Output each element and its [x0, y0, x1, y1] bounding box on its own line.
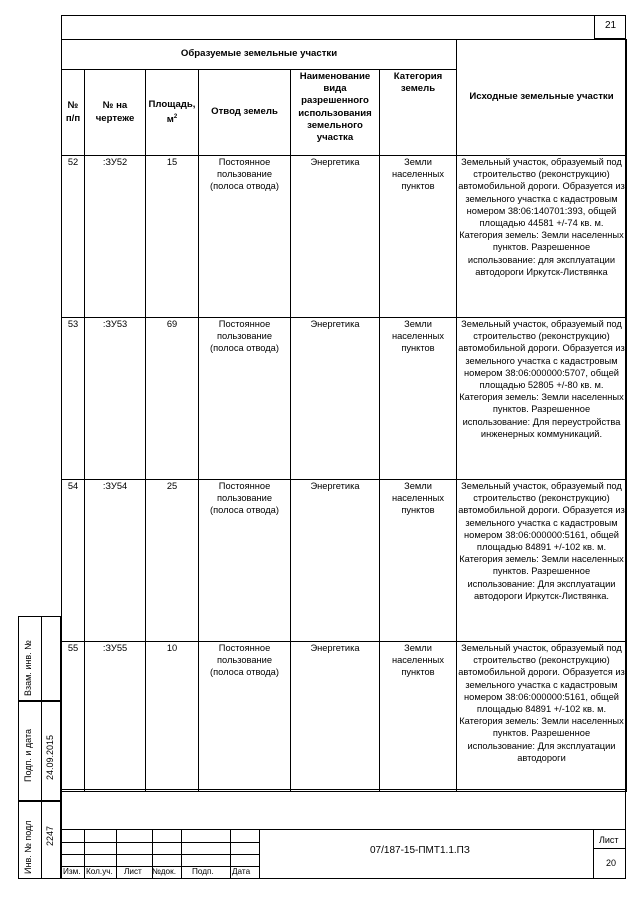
row-area: 10 — [146, 642, 199, 792]
table-row — [62, 318, 627, 480]
col-area-prefix: Площадь, — [148, 98, 196, 110]
col-drawing-header: № на чертеже — [85, 70, 146, 156]
stamp-replace-inv — [18, 616, 61, 701]
stamp-sign-date-value: 24.09.2015 — [45, 734, 55, 780]
table-row — [62, 642, 627, 792]
tb-kol-uch: Кол.уч. — [86, 867, 113, 876]
row-num: 54 — [62, 480, 85, 642]
title-block — [61, 829, 626, 879]
group-title: Образуемые земельные участки — [62, 40, 457, 70]
stamp-orig-inv-label: Инв. № подл — [23, 820, 33, 874]
tb-date: Дата — [232, 867, 251, 876]
tb-n-doc: №док. — [152, 867, 176, 876]
table-group-header-row — [62, 40, 627, 70]
row-allot: Постоянное пользование (полоса отвода) — [199, 480, 291, 642]
col-allot-header: Отвод земель — [199, 70, 291, 156]
row-source: Земельный участок, образуемый под строительство (реконструкцию) автомобильной дороги. Образуется из земельного участка с кадастровым номером 38:06:000000:5161, общей площадью 84891 +/-102 кв. м. Категория земель: Земли населенных пунктов. Разрешенное использование: Для эксплуатации автодороги — [457, 642, 627, 792]
document-code: 07/187-15-ПМТ1.1.ПЗ — [370, 845, 470, 856]
row-num: 52 — [62, 156, 85, 318]
col-use-header: Наименование вида разрешенного использования земельного участка — [291, 70, 380, 156]
table-bottom-line — [61, 789, 626, 790]
land-plots-table — [61, 39, 627, 792]
row-allot: Постоянное пользование (полоса отвода) — [199, 642, 291, 792]
tb-izm: Изм. — [63, 867, 81, 876]
stamp-orig-inv-value: 2247 — [45, 825, 55, 846]
row-allot: Постоянное пользование (полоса отвода) — [199, 156, 291, 318]
tb-list: Лист — [124, 867, 142, 876]
row-source: Земельный участок, образуемый под строительство (реконструкцию) автомобильной дороги. Образуется из земельного участка с кадастровым номером 38:06:000000:5161, общей площадью 84891 +/-102 кв. м. Категория земель: Земли населенных пунктов. Разрешенное использование: Для эксплуатации автодороги Иркутск-Листвянка. — [457, 480, 627, 642]
row-source: Земельный участок, образуемый под строительство (реконструкцию) автомобильной дороги. Образуется из земельного участка с кадастровым номером 38:06:000000:5707, общей площадью 52805 +/-80 кв. м. Категория земель: Земли населенных пунктов. Разрешенное использование: Для переустройства инженерных коммуникаций. — [457, 318, 627, 480]
row-area: 69 — [146, 318, 199, 480]
row-num: 55 — [62, 642, 85, 792]
row-use: Энергетика — [291, 480, 380, 642]
stamp-sign-date — [18, 701, 61, 801]
stamp-orig-inv — [18, 801, 61, 879]
stamp-replace-inv-label: Взам. инв. № — [23, 640, 33, 696]
col-area-header — [146, 70, 199, 156]
col-area-unit: м — [166, 114, 174, 126]
row-area: 15 — [146, 156, 199, 318]
stamp-sign-date-label: Подп. и дата — [23, 728, 33, 782]
row-use: Энергетика — [291, 318, 380, 480]
row-category: Земли населенных пунктов — [380, 642, 457, 792]
row-source: Земельный участок, образуемый под строительство (реконструкцию) автомобильной дороги. Образуется из земельного участка с кадастровым номером 38:06:140701:393, общей площадью 44581 +/-74 кв. м. Категория земель: Земли населенных пунктов. Разрешенное использование: для эксплуатации автодороги Иркутск-Листвянка — [457, 156, 627, 318]
row-category: Земли населенных пунктов — [380, 318, 457, 480]
tb-podp: Подп. — [192, 867, 214, 876]
col-num-header: № п/п — [62, 70, 85, 156]
row-drawing: :ЗУ53 — [85, 318, 146, 480]
row-area: 25 — [146, 480, 199, 642]
col-area-sup: 2 — [173, 113, 178, 120]
row-num: 53 — [62, 318, 85, 480]
row-allot: Постоянное пользование (полоса отвода) — [199, 318, 291, 480]
table-row — [62, 480, 627, 642]
row-drawing: :ЗУ52 — [85, 156, 146, 318]
row-category: Земли населенных пунктов — [380, 156, 457, 318]
sheet-label: Лист — [599, 835, 619, 845]
row-use: Энергетика — [291, 156, 380, 318]
col-category-header: Категория земель — [380, 70, 457, 156]
table-row — [62, 156, 627, 318]
row-drawing: :ЗУ55 — [85, 642, 146, 792]
row-drawing: :ЗУ54 — [85, 480, 146, 642]
col-source-header: Исходные земельные участки — [457, 40, 627, 156]
page-number-top: 21 — [594, 15, 626, 39]
row-use: Энергетика — [291, 642, 380, 792]
sheet-number: 20 — [606, 858, 617, 868]
row-category: Земли населенных пунктов — [380, 480, 457, 642]
